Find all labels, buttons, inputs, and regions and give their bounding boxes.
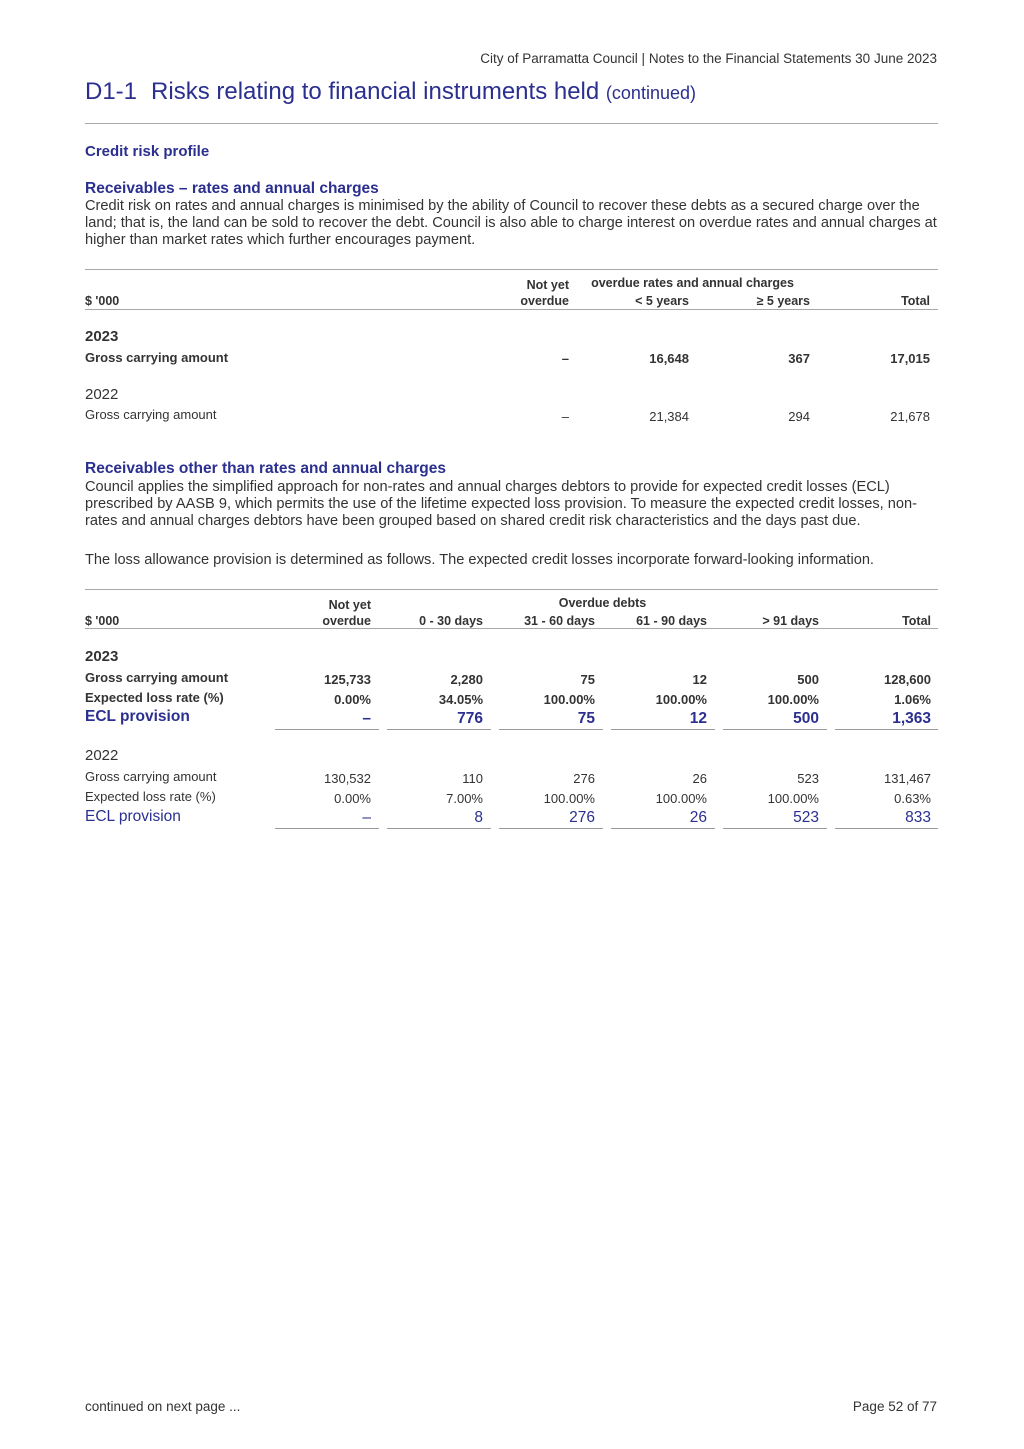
other-2022-rate-label: Expected loss rate (%) bbox=[85, 789, 216, 804]
ecl-2022-underline bbox=[723, 828, 827, 829]
ecl-2023-underline bbox=[611, 729, 715, 730]
rates-col-lt5: < 5 years bbox=[635, 294, 689, 308]
other-2022-gross-31-60: 276 bbox=[573, 771, 595, 786]
rates-col-overdue: overdue bbox=[520, 294, 569, 308]
other-2022-rate-0-30: 7.00% bbox=[446, 791, 483, 806]
ecl-2023-underline bbox=[499, 729, 603, 730]
other-paragraph-2: The loss allowance provision is determined as follows. The expected credit losses incorporate forward-looking information. bbox=[85, 552, 874, 568]
other-2022-ecl-61-90: 26 bbox=[689, 809, 707, 826]
other-2023-rate-91: 100.00% bbox=[767, 692, 819, 707]
other-2023-ecl-91: 500 bbox=[793, 710, 819, 727]
rates-heading: Receivables – rates and annual charges bbox=[85, 180, 379, 197]
rates-2023-ge5: 367 bbox=[788, 351, 810, 366]
other-2023-ecl-31-60: 75 bbox=[577, 710, 595, 727]
other-2023-gross-0-30: 2,280 bbox=[450, 672, 483, 687]
other-2022-rate-total: 0.63% bbox=[894, 791, 931, 806]
other-col-not-yet: Not yet bbox=[328, 598, 371, 612]
rates-2022-not-yet: – bbox=[561, 409, 569, 424]
other-col-31-60: 31 - 60 days bbox=[524, 614, 595, 628]
other-col-61-90: 61 - 90 days bbox=[636, 614, 707, 628]
other-2022-gross-not-yet: 130,532 bbox=[324, 771, 371, 786]
rates-table-top-rule bbox=[85, 269, 938, 270]
rates-2023-label: Gross carrying amount bbox=[85, 350, 229, 365]
other-2023-gross-91: 500 bbox=[797, 672, 819, 687]
rates-2022-lt5: 21,384 bbox=[649, 409, 689, 424]
other-2023-rate-not-yet: 0.00% bbox=[334, 692, 371, 707]
other-2022-gross-0-30: 110 bbox=[462, 771, 483, 786]
other-2022-ecl-label: ECL provision bbox=[85, 808, 181, 825]
rates-col-ge5: ≥ 5 years bbox=[756, 294, 810, 308]
other-2022-rate-31-60: 100.00% bbox=[543, 791, 595, 806]
title-divider bbox=[85, 123, 938, 124]
title-suffix: (continued) bbox=[605, 83, 696, 103]
other-header-rule bbox=[85, 628, 938, 629]
credit-risk-heading: Credit risk profile bbox=[85, 143, 210, 160]
other-2023-rate-0-30: 34.05% bbox=[438, 692, 483, 707]
other-table-top-rule bbox=[85, 589, 938, 590]
continued-note: continued on next page ... bbox=[85, 1399, 241, 1414]
other-heading: Receivables other than rates and annual charges bbox=[85, 460, 446, 477]
other-2022-gross-label: Gross carrying amount bbox=[85, 769, 217, 784]
rates-paragraph: Credit risk on rates and annual charges is minimised by the ability of Council to recover these debts as a secured charge over the land; that is, the land can be sold to recover the debt. Council is also able to charge interest on overdue rates and annual charges at higher than market rates which further encourages payment. bbox=[85, 198, 937, 248]
ecl-2022-underline bbox=[387, 828, 491, 829]
ecl-2023-underline bbox=[387, 729, 491, 730]
other-2022-ecl-0-30: 8 bbox=[474, 809, 483, 826]
other-2022-ecl-31-60: 276 bbox=[569, 809, 595, 826]
other-group-header: Overdue debts bbox=[558, 596, 647, 610]
rates-header-rule bbox=[85, 309, 938, 310]
ecl-2023-underline bbox=[835, 729, 938, 730]
ecl-2022-underline bbox=[611, 828, 715, 829]
other-2023-gross-not-yet: 125,733 bbox=[324, 672, 371, 687]
other-paragraph: Council applies the simplified approach for non-rates and annual charges debtors to provide for expected credit losses (ECL) prescribed by AASB 9, which permits the use of the lifetime expected loss provision. To measure the expected credit losses, non-rates and annual charges debtors have been grouped based on shared credit risk characteristics and the days past due. bbox=[85, 479, 917, 529]
other-2022-rate-91: 100.00% bbox=[767, 791, 819, 806]
rates-2022-label: Gross carrying amount bbox=[85, 407, 217, 422]
other-unit: $ '000 bbox=[85, 614, 120, 628]
section-number: D1-1 bbox=[85, 78, 138, 105]
rates-2022-total: 21,678 bbox=[890, 409, 930, 424]
other-col-91: > 91 days bbox=[762, 614, 819, 628]
document-header: City of Parramatta Council | Notes to the Financial Statements 30 June 2023 bbox=[480, 51, 937, 66]
other-2022-gross-61-90: 26 bbox=[692, 771, 707, 786]
other-2023-rate-31-60: 100.00% bbox=[543, 692, 595, 707]
rates-group-header: overdue rates and annual charges bbox=[591, 276, 794, 290]
ecl-2023-underline bbox=[723, 729, 827, 730]
other-2022-rate-not-yet: 0.00% bbox=[334, 791, 371, 806]
other-2022-gross-total: 131,467 bbox=[884, 771, 931, 786]
ecl-2022-underline bbox=[499, 828, 603, 829]
ecl-2023-underline bbox=[275, 729, 379, 730]
rates-2023-total: 17,015 bbox=[890, 351, 930, 366]
other-col-overdue: overdue bbox=[322, 614, 371, 628]
other-year-2023: 2023 bbox=[85, 648, 119, 665]
rates-2023-not-yet: – bbox=[561, 351, 569, 366]
other-2023-ecl-total: 1,363 bbox=[892, 710, 931, 727]
rates-unit: $ '000 bbox=[85, 294, 120, 308]
other-2023-gross-61-90: 12 bbox=[692, 672, 707, 687]
rates-year-2023: 2023 bbox=[85, 328, 119, 345]
rates-col-total: Total bbox=[901, 294, 930, 308]
ecl-2022-underline bbox=[835, 828, 938, 829]
other-2023-rate-total: 1.06% bbox=[894, 692, 931, 707]
rates-2023-lt5: 16,648 bbox=[649, 351, 689, 366]
rates-year-2022: 2022 bbox=[85, 386, 119, 403]
other-col-total: Total bbox=[902, 614, 931, 628]
other-2023-ecl-0-30: 776 bbox=[457, 710, 483, 727]
page-number: Page 52 of 77 bbox=[852, 1399, 937, 1414]
other-2023-rate-label: Expected loss rate (%) bbox=[85, 690, 224, 705]
other-col-0-30: 0 - 30 days bbox=[419, 614, 483, 628]
other-year-2022: 2022 bbox=[85, 747, 119, 764]
section-title: Risks relating to financial instruments held bbox=[151, 78, 600, 105]
other-2022-rate-61-90: 100.00% bbox=[655, 791, 707, 806]
other-2022-ecl-91: 523 bbox=[793, 809, 819, 826]
other-2023-rate-61-90: 100.00% bbox=[655, 692, 707, 707]
other-2023-ecl-label: ECL provision bbox=[85, 708, 190, 725]
other-2023-gross-31-60: 75 bbox=[580, 672, 595, 687]
other-2022-gross-91: 523 bbox=[797, 771, 819, 786]
other-2022-ecl-not-yet: – bbox=[362, 809, 371, 826]
other-2023-gross-total: 128,600 bbox=[884, 672, 931, 687]
other-2022-ecl-total: 833 bbox=[905, 809, 931, 826]
other-2023-ecl-not-yet: – bbox=[362, 710, 371, 727]
page-title bbox=[85, 78, 696, 106]
other-2023-ecl-61-90: 12 bbox=[689, 710, 707, 727]
other-2023-gross-label: Gross carrying amount bbox=[85, 670, 229, 685]
rates-2022-ge5: 294 bbox=[788, 409, 810, 424]
rates-col-not-yet: Not yet bbox=[526, 278, 569, 292]
ecl-2022-underline bbox=[275, 828, 379, 829]
